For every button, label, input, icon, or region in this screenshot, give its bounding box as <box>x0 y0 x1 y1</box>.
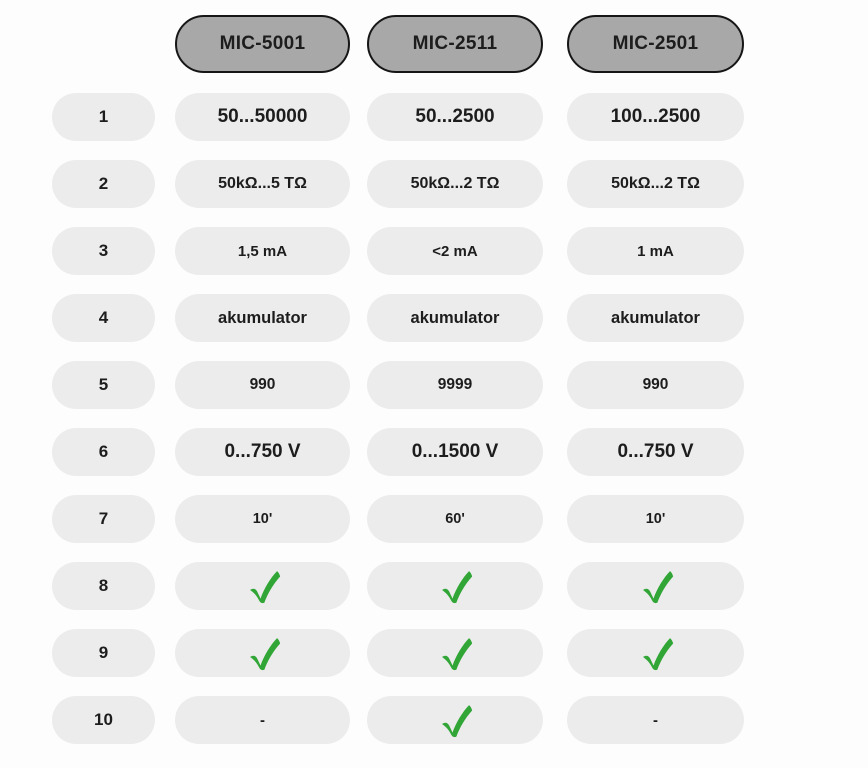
table-cell: 990 <box>175 361 350 409</box>
table-cell: 50...50000 <box>175 93 350 141</box>
column-header-mic-2511: MIC-2511 <box>367 15 543 73</box>
check-icon <box>437 567 473 605</box>
table-row <box>52 428 868 476</box>
table-row <box>52 361 868 409</box>
header-row <box>0 0 868 73</box>
table-cell: akumulator <box>175 294 350 342</box>
column-header-mic-5001: MIC-5001 <box>175 15 350 73</box>
table-cell: akumulator <box>567 294 744 342</box>
table-cell: 50...2500 <box>367 93 543 141</box>
table-row <box>52 629 868 677</box>
row-number: 3 <box>52 227 155 275</box>
row-number: 10 <box>52 696 155 744</box>
table-cell: <2 mA <box>367 227 543 275</box>
row-number: 2 <box>52 160 155 208</box>
table-cell: - <box>175 696 350 744</box>
column-header-mic-2501: MIC-2501 <box>567 15 744 73</box>
table-row <box>52 227 868 275</box>
table-row <box>52 160 868 208</box>
table-row <box>52 562 868 610</box>
row-number: 1 <box>52 93 155 141</box>
check-icon <box>437 701 473 739</box>
table-cell: akumulator <box>367 294 543 342</box>
row-number: 4 <box>52 294 155 342</box>
check-cell <box>567 562 744 610</box>
table-cell: 990 <box>567 361 744 409</box>
table-cell: 50kΩ...2 TΩ <box>367 160 543 208</box>
row-number: 9 <box>52 629 155 677</box>
check-cell <box>567 629 744 677</box>
table-cell: 1,5 mA <box>175 227 350 275</box>
table-cell: 50kΩ...2 TΩ <box>567 160 744 208</box>
check-icon <box>245 634 281 672</box>
row-number: 6 <box>52 428 155 476</box>
row-number: 8 <box>52 562 155 610</box>
table-cell: 100...2500 <box>567 93 744 141</box>
table-cell: 10' <box>175 495 350 543</box>
row-number: 5 <box>52 361 155 409</box>
check-cell <box>367 629 543 677</box>
table-cell: 0...750 V <box>175 428 350 476</box>
table-cell: 60' <box>367 495 543 543</box>
check-icon <box>638 634 674 672</box>
table-cell: 50kΩ...5 TΩ <box>175 160 350 208</box>
check-icon <box>437 634 473 672</box>
table-cell: 1 mA <box>567 227 744 275</box>
check-icon <box>245 567 281 605</box>
table-row <box>52 495 868 543</box>
table-cell: 10' <box>567 495 744 543</box>
table-cell: 9999 <box>367 361 543 409</box>
check-cell <box>367 696 543 744</box>
check-cell <box>367 562 543 610</box>
row-number: 7 <box>52 495 155 543</box>
table-row <box>52 696 868 744</box>
table-cell: 0...750 V <box>567 428 744 476</box>
table-cell: 0...1500 V <box>367 428 543 476</box>
check-cell <box>175 629 350 677</box>
check-cell <box>175 562 350 610</box>
check-icon <box>638 567 674 605</box>
table-row <box>52 93 868 141</box>
table-rows <box>0 93 868 744</box>
table-row <box>52 294 868 342</box>
table-cell: - <box>567 696 744 744</box>
